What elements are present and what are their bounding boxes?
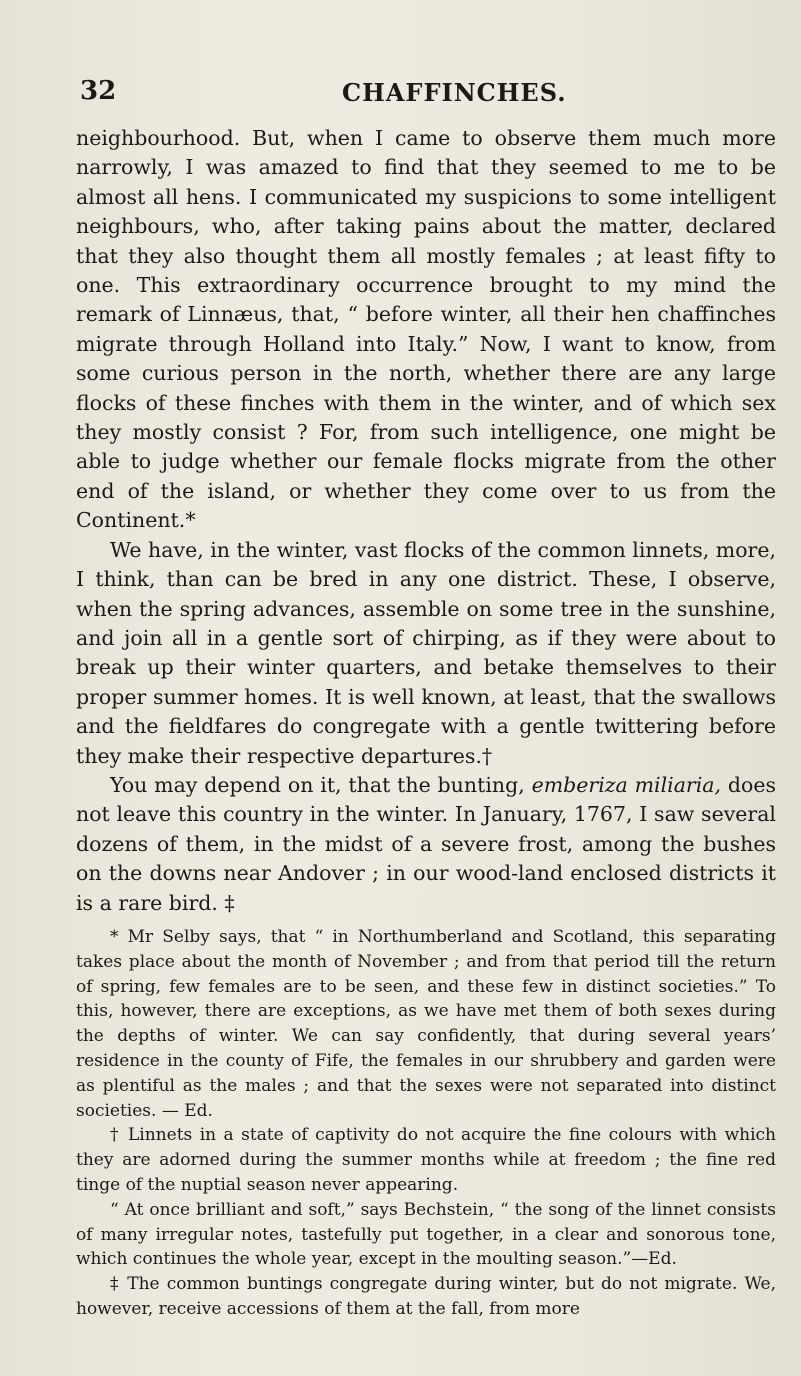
page-number: 32 [80, 76, 117, 106]
paragraph-1: neighbourhood. But, when I came to observe them much more narrowly, I was amazed to find that they seemed to me to be almost all hens. I communicated my suspicions to some intelligent neighbours, who, after taking pains about the matter, declared that they also thought them all mostly females ; at least fifty to one. This extraordinary occurrence brought to my mind the remark of Linnæus, that, “ before winter, all their hen chaffinches migrate through Holland into Italy.” Now, I want to know, from some curious person in the north, whether there are any large flocks of these finches with them in the winter, and of which sex they mostly consist ? For, from such intelligence, one might be able to judge whether our female flocks migrate from the other end of the island, or whether they come over to us from the Continent.* [76, 126, 776, 533]
paragraph-3 [76, 771, 776, 918]
paragraph-3-start: You may depend on it, that the bunting, [110, 772, 532, 797]
footnote-buntings: ‡ The common buntings congregate during winter, but do not migrate. We, however, receive accessions of them at the fall, from more [76, 1274, 776, 1319]
running-head: CHAFFINCHES. [342, 78, 567, 107]
page-header [80, 76, 760, 110]
footnote-selby: * Mr Selby says, that “ in Northumberland and Scotland, this separating takes place about the month of November ; and from that period till the return of spring, few females are to be seen, and these few in distinct societies.” To this, however, there are exceptions, as we have met them of both sexes during the depths of winter. We can say confidently, that during several years’ residence in the county of Fife, the females in our shrubbery and garden were as plentiful as the males ; and that the sexes were not separated into distinct societies. — Ed. [76, 927, 776, 1121]
footnote-linnets: † Linnets in a state of captivity do not acquire the fine colours with which they are adorned during the summer months while at freedom ; the fine red tinge of the nuptial season never appearing. [76, 1125, 776, 1195]
paragraph-3-end: does not leave this country in the winter. In January, 1767, I saw several dozens of them, in the midst of a severe frost, among the bushes on the downs near Andover ; in our wood-land enclosed districts it is a rare bird. ‡ [76, 772, 776, 915]
species-name: emberiza miliaria, [531, 772, 722, 797]
main-text [76, 124, 776, 918]
paragraph-2: We have, in the winter, vast flocks of the common linnets, more, I think, than can be bred in any one district. These, I observe, when the spring advances, assemble on some tree in the sunshine, and join all in a gentle sort of chirping, as if they were about to break up their winter quarters, and betake themselves to their proper summer homes. It is well known, at least, that the swallows and the fieldfares do congregate with a gentle twittering before they make their respective departures.† [76, 537, 776, 768]
footnotes [76, 925, 776, 1322]
footnote-bechstein: “ At once brilliant and soft,” says Bechstein, “ the song of the linnet consists of many irregular notes, tastefully put together, in a clear and sonorous tone, which continues the whole year, except in the moulting season.”—Ed. [76, 1199, 776, 1270]
